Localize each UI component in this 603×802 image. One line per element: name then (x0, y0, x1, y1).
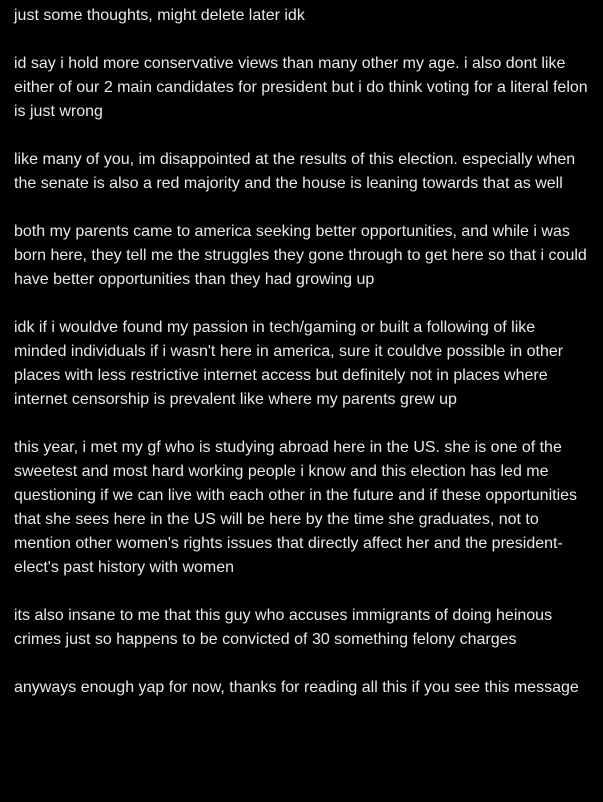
post-paragraph: like many of you, im disappointed at the results of this election. especially when the senate is also a red majority and the house is leaning towards that as well (14, 151, 576, 192)
post-paragraph: id say i hold more conservative views than many other my age. i also dont like either of our 2 main candidates for president but i do think voting for a literal felon is just wrong (14, 55, 588, 120)
post-paragraph: both my parents came to america seeking better opportunities, and while i was born here, they tell me the struggles they gone through to get here so that i could have better opportunities than they had growing up (14, 223, 587, 288)
post-paragraph: anyways enough yap for now, thanks for reading all this if you see this message (14, 679, 579, 696)
post-paragraph: its also insane to me that this guy who accuses immigrants of doing heinous crimes just so happens to be convicted of 30 something felony charges (14, 607, 553, 648)
post-paragraph: idk if i wouldve found my passion in tech/gaming or built a following of like minded individuals if i wasn't here in america, sure it couldve possible in other places with less restrictive internet access but definitely not in places where internet censorship is prevalent like where my parents grew up (14, 319, 564, 408)
post-paragraph: just some thoughts, might delete later idk (14, 7, 305, 24)
post-paragraph: this year, i met my gf who is studying abroad here in the US. she is one of the sweetest and most hard working people i know and this election has led me questioning if we can live with each other in the future and if these opportunities that she sees here in the US will be here by the time she graduates, not to mention other women's rights issues that directly affect her and the president-elect's past history with women (14, 439, 578, 576)
